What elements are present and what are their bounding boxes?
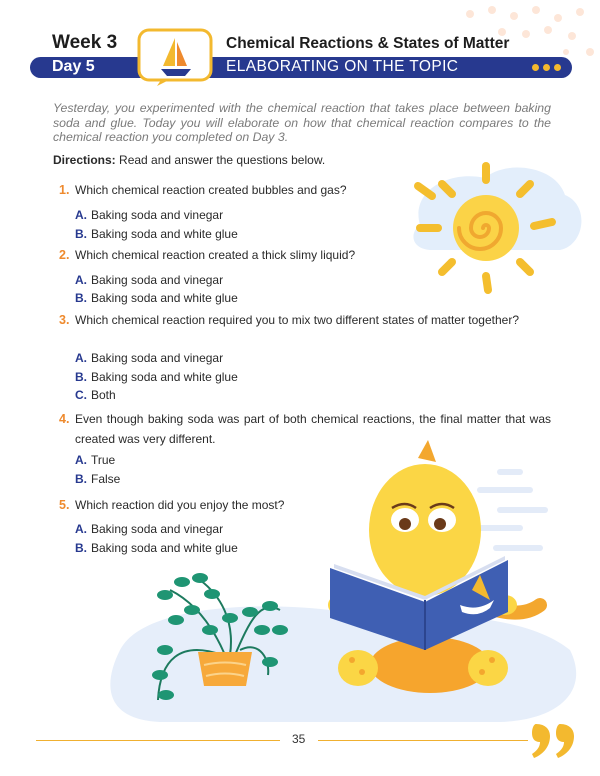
directions [53, 153, 325, 167]
q3-option-a[interactable] [75, 351, 223, 365]
option-letter: B. [75, 227, 87, 241]
option-letter: B. [75, 291, 87, 305]
question-number: 5. [59, 498, 70, 512]
footer-line-left [36, 740, 280, 741]
page-title: Chemical Reactions & States of Matter [226, 35, 510, 52]
option-text: Baking soda and white glue [91, 370, 238, 384]
q5-option-a[interactable] [75, 522, 223, 536]
q1-option-b[interactable] [75, 227, 238, 241]
page-number: 35 [292, 732, 306, 746]
question-text: Which chemical reaction created bubbles and gas? [75, 183, 347, 197]
dots-decoration [532, 64, 561, 71]
option-letter: C. [75, 388, 87, 402]
question-number: 2. [59, 248, 70, 262]
option-text: False [91, 472, 121, 486]
question-number: 3. [59, 313, 70, 327]
directions-label: Directions: [53, 153, 116, 167]
day-label: Day 5 [52, 58, 95, 75]
option-letter: B. [75, 472, 87, 486]
question-2 [59, 246, 551, 264]
question-text: Which reaction did you enjoy the most? [75, 498, 285, 512]
question-3 [59, 311, 551, 329]
option-text: Baking soda and white glue [91, 291, 238, 305]
q4-option-b[interactable] [75, 472, 120, 486]
q3-option-b[interactable] [75, 370, 238, 384]
q1-option-a[interactable] [75, 208, 223, 222]
q5-option-b[interactable] [75, 541, 238, 555]
q2-option-a[interactable] [75, 273, 223, 287]
footer-line-right [318, 740, 528, 741]
question-number: 4. [59, 412, 70, 426]
page-subtitle: ELABORATING ON THE TOPIC [226, 58, 459, 75]
option-text: Baking soda and vinegar [91, 208, 224, 222]
option-text: Both [91, 388, 116, 402]
q3-option-c[interactable] [75, 388, 116, 402]
option-letter: A. [75, 522, 87, 536]
quote-mark-icon [530, 720, 580, 760]
option-letter: B. [75, 541, 87, 555]
option-letter: A. [75, 351, 87, 365]
question-4 [59, 409, 551, 449]
question-text: Even though baking soda was part of both chemical reactions, the final matter that was created was very different. [75, 412, 551, 446]
option-letter: A. [75, 453, 87, 467]
option-text: True [91, 453, 116, 467]
option-text: Baking soda and vinegar [91, 351, 224, 365]
question-5 [59, 496, 551, 514]
question-text: Which chemical reaction created a thick slimy liquid? [75, 248, 356, 262]
question-1 [59, 181, 551, 199]
option-text: Baking soda and vinegar [91, 522, 224, 536]
sailboat-badge-icon [133, 26, 217, 86]
option-text: Baking soda and white glue [91, 541, 238, 555]
option-text: Baking soda and vinegar [91, 273, 224, 287]
question-text: Which chemical reaction required you to mix two different states of matter together? [75, 313, 519, 327]
q4-option-a[interactable] [75, 453, 115, 467]
week-label: Week 3 [52, 32, 118, 53]
directions-text: Read and answer the questions below. [115, 153, 326, 167]
question-number: 1. [59, 183, 70, 197]
option-letter: A. [75, 208, 87, 222]
option-letter: B. [75, 370, 87, 384]
q2-option-b[interactable] [75, 291, 238, 305]
intro-text: Yesterday, you experimented with the chemical reaction that takes place between baking soda and glue. Today you will elaborate on how that chemical reaction compares to the chemical reaction you completed on Day 3. [53, 101, 551, 144]
option-text: Baking soda and white glue [91, 227, 238, 241]
option-letter: A. [75, 273, 87, 287]
